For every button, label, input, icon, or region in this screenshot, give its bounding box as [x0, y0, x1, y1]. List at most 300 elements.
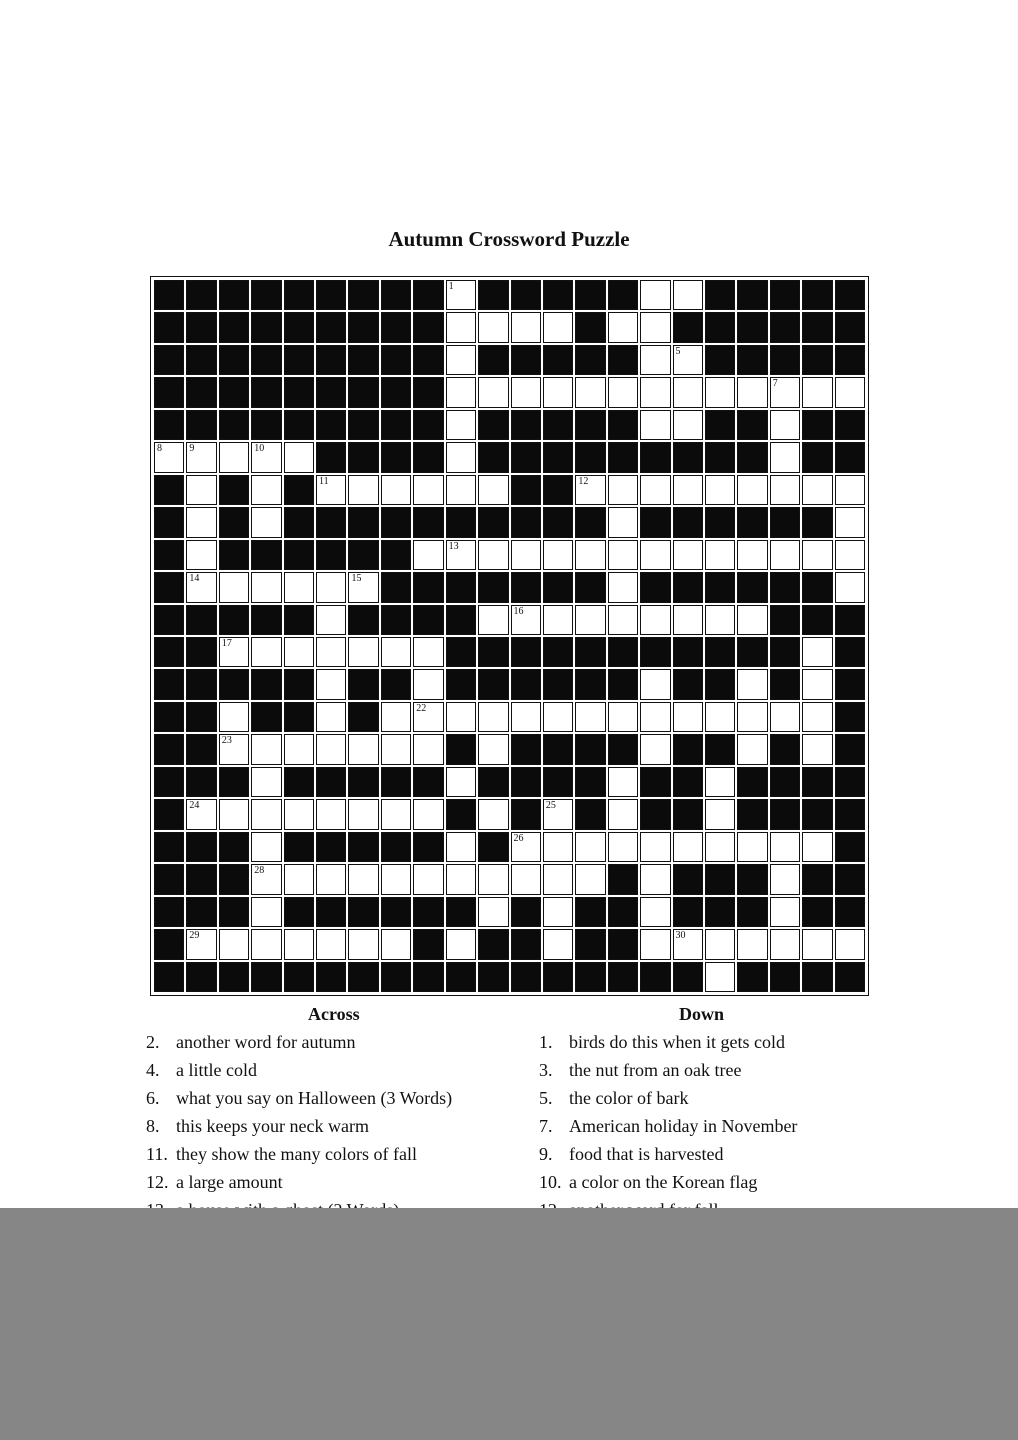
crossword-cell[interactable] [640, 312, 670, 342]
crossword-cell[interactable] [608, 312, 638, 342]
crossword-cell[interactable] [802, 637, 832, 667]
crossword-cell[interactable] [543, 799, 573, 829]
crossword-cell[interactable] [251, 572, 281, 602]
crossword-block [705, 669, 735, 699]
crossword-block [802, 605, 832, 635]
crossword-block [640, 799, 670, 829]
crossword-block [802, 442, 832, 472]
crossword-cell[interactable] [608, 702, 638, 732]
crossword-cell[interactable] [446, 702, 476, 732]
crossword-cell[interactable] [478, 540, 508, 570]
crossword-block [802, 345, 832, 375]
crossword-block [154, 669, 184, 699]
crossword-cell[interactable] [640, 605, 670, 635]
crossword-cell[interactable] [186, 475, 216, 505]
crossword-grid [153, 279, 866, 993]
crossword-block [835, 799, 865, 829]
crossword-cell[interactable] [446, 475, 476, 505]
crossword-cell[interactable] [673, 702, 703, 732]
crossword-cell[interactable] [640, 280, 670, 310]
crossword-block [705, 734, 735, 764]
crossword-cell[interactable] [835, 475, 865, 505]
crossword-cell[interactable] [802, 377, 832, 407]
crossword-cell[interactable] [316, 475, 346, 505]
crossword-block [154, 767, 184, 797]
crossword-cell[interactable] [770, 442, 800, 472]
crossword-cell[interactable] [284, 442, 314, 472]
crossword-cell[interactable] [219, 572, 249, 602]
crossword-cell[interactable] [413, 799, 443, 829]
crossword-block [381, 442, 411, 472]
crossword-cell[interactable] [835, 929, 865, 959]
crossword-cell[interactable] [413, 637, 443, 667]
crossword-cell[interactable] [219, 702, 249, 732]
crossword-block [575, 410, 605, 440]
crossword-cell[interactable] [316, 799, 346, 829]
clue-number: 14 [189, 573, 200, 585]
crossword-block [186, 410, 216, 440]
crossword-cell[interactable] [186, 799, 216, 829]
crossword-cell[interactable] [381, 475, 411, 505]
crossword-cell[interactable] [348, 864, 378, 894]
crossword-block [316, 410, 346, 440]
crossword-cell[interactable] [316, 605, 346, 635]
crossword-cell[interactable] [737, 540, 767, 570]
crossword-cell[interactable] [575, 832, 605, 862]
crossword-block [737, 345, 767, 375]
crossword-cell[interactable] [543, 540, 573, 570]
crossword-cell[interactable] [673, 280, 703, 310]
crossword-cell[interactable] [251, 637, 281, 667]
crossword-cell[interactable] [284, 864, 314, 894]
crossword-cell[interactable] [770, 864, 800, 894]
crossword-cell[interactable] [802, 669, 832, 699]
crossword-cell[interactable] [640, 410, 670, 440]
crossword-block [802, 962, 832, 992]
crossword-cell[interactable] [413, 669, 443, 699]
crossword-cell[interactable] [705, 767, 735, 797]
crossword-cell[interactable] [219, 442, 249, 472]
crossword-block [381, 767, 411, 797]
crossword-block [608, 669, 638, 699]
crossword-cell[interactable] [673, 605, 703, 635]
crossword-cell[interactable] [737, 734, 767, 764]
crossword-cell[interactable] [575, 864, 605, 894]
crossword-cell[interactable] [478, 475, 508, 505]
crossword-cell[interactable] [705, 702, 735, 732]
crossword-cell[interactable] [705, 377, 735, 407]
crossword-block [737, 897, 767, 927]
crossword-cell[interactable] [543, 929, 573, 959]
crossword-block [154, 702, 184, 732]
crossword-cell[interactable] [186, 442, 216, 472]
crossword-cell[interactable] [381, 702, 411, 732]
crossword-cell[interactable] [705, 540, 735, 570]
crossword-cell[interactable] [413, 702, 443, 732]
crossword-cell[interactable] [608, 475, 638, 505]
crossword-cell[interactable] [640, 345, 670, 375]
crossword-cell[interactable] [575, 540, 605, 570]
crossword-cell[interactable] [251, 475, 281, 505]
crossword-block [511, 345, 541, 375]
crossword-cell[interactable] [705, 605, 735, 635]
crossword-cell[interactable] [640, 864, 670, 894]
crossword-block [413, 442, 443, 472]
crossword-cell[interactable] [316, 864, 346, 894]
crossword-block [511, 280, 541, 310]
crossword-cell[interactable] [251, 864, 281, 894]
crossword-block [770, 605, 800, 635]
crossword-cell[interactable] [802, 702, 832, 732]
crossword-cell[interactable] [705, 475, 735, 505]
crossword-cell[interactable] [381, 637, 411, 667]
crossword-cell[interactable] [478, 605, 508, 635]
crossword-block [770, 280, 800, 310]
crossword-block [316, 345, 346, 375]
crossword-block [575, 734, 605, 764]
crossword-cell[interactable] [640, 377, 670, 407]
crossword-block [478, 767, 508, 797]
crossword-cell[interactable] [284, 572, 314, 602]
crossword-cell[interactable] [284, 799, 314, 829]
crossword-block [478, 962, 508, 992]
crossword-cell[interactable] [802, 832, 832, 862]
crossword-block [251, 962, 281, 992]
crossword-block [316, 442, 346, 472]
crossword-cell[interactable] [381, 799, 411, 829]
crossword-cell[interactable] [640, 929, 670, 959]
crossword-block [316, 832, 346, 862]
crossword-cell[interactable] [186, 572, 216, 602]
crossword-cell[interactable] [219, 734, 249, 764]
clue-num: 11. [146, 1144, 168, 1164]
crossword-cell[interactable] [770, 410, 800, 440]
crossword-block [219, 864, 249, 894]
crossword-cell[interactable] [511, 605, 541, 635]
clue-number: 25 [545, 800, 556, 812]
crossword-cell[interactable] [316, 702, 346, 732]
across-clue [146, 1086, 452, 1114]
crossword-cell[interactable] [640, 734, 670, 764]
crossword-block [705, 507, 735, 537]
crossword-cell[interactable] [770, 897, 800, 927]
crossword-cell[interactable] [737, 929, 767, 959]
crossword-cell[interactable] [511, 540, 541, 570]
crossword-block [186, 637, 216, 667]
crossword-block [154, 540, 184, 570]
crossword-block [575, 767, 605, 797]
crossword-block [251, 605, 281, 635]
crossword-block [446, 572, 476, 602]
clue-number: 23 [221, 735, 232, 747]
crossword-block [737, 442, 767, 472]
crossword-cell[interactable] [608, 799, 638, 829]
crossword-cell[interactable] [770, 702, 800, 732]
crossword-block [284, 377, 314, 407]
crossword-block [446, 507, 476, 537]
crossword-cell[interactable] [802, 929, 832, 959]
crossword-cell[interactable] [348, 734, 378, 764]
crossword-cell[interactable] [705, 799, 735, 829]
crossword-block [154, 280, 184, 310]
crossword-cell[interactable] [608, 377, 638, 407]
crossword-block [154, 734, 184, 764]
crossword-cell[interactable] [608, 507, 638, 537]
crossword-cell[interactable] [608, 767, 638, 797]
crossword-cell[interactable] [640, 897, 670, 927]
crossword-cell[interactable] [511, 832, 541, 862]
crossword-block [186, 605, 216, 635]
crossword-cell[interactable] [413, 540, 443, 570]
crossword-cell[interactable] [575, 605, 605, 635]
crossword-cell[interactable] [543, 864, 573, 894]
crossword-cell[interactable] [835, 540, 865, 570]
crossword-block [186, 280, 216, 310]
crossword-cell[interactable] [543, 605, 573, 635]
crossword-block [413, 410, 443, 440]
crossword-block [802, 799, 832, 829]
crossword-block [413, 897, 443, 927]
crossword-cell[interactable] [446, 312, 476, 342]
crossword-cell[interactable] [835, 377, 865, 407]
crossword-cell[interactable] [446, 280, 476, 310]
crossword-cell[interactable] [478, 799, 508, 829]
crossword-cell[interactable] [316, 637, 346, 667]
crossword-cell[interactable] [608, 605, 638, 635]
crossword-cell[interactable] [543, 377, 573, 407]
crossword-cell[interactable] [478, 312, 508, 342]
crossword-cell[interactable] [575, 702, 605, 732]
crossword-cell[interactable] [673, 345, 703, 375]
crossword-block [186, 377, 216, 407]
crossword-cell[interactable] [737, 832, 767, 862]
crossword-cell[interactable] [381, 734, 411, 764]
crossword-cell[interactable] [640, 832, 670, 862]
crossword-cell[interactable] [770, 540, 800, 570]
crossword-block [446, 799, 476, 829]
crossword-cell[interactable] [413, 734, 443, 764]
crossword-cell[interactable] [543, 702, 573, 732]
clue-number: 5 [675, 345, 681, 357]
crossword-cell[interactable] [705, 832, 735, 862]
crossword-cell[interactable] [446, 929, 476, 959]
crossword-block [348, 507, 378, 537]
crossword-cell[interactable] [446, 410, 476, 440]
crossword-cell[interactable] [640, 669, 670, 699]
crossword-block [413, 929, 443, 959]
crossword-block [219, 605, 249, 635]
crossword-block [219, 410, 249, 440]
crossword-block [770, 312, 800, 342]
crossword-cell[interactable] [737, 475, 767, 505]
crossword-cell[interactable] [186, 540, 216, 570]
crossword-block [575, 962, 605, 992]
crossword-cell[interactable] [511, 312, 541, 342]
crossword-cell[interactable] [770, 475, 800, 505]
crossword-cell[interactable] [348, 799, 378, 829]
crossword-cell[interactable] [640, 540, 670, 570]
crossword-block [478, 345, 508, 375]
crossword-cell[interactable] [316, 929, 346, 959]
crossword-block [413, 377, 443, 407]
crossword-cell[interactable] [737, 377, 767, 407]
crossword-cell[interactable] [835, 572, 865, 602]
crossword-block [835, 312, 865, 342]
crossword-block [284, 897, 314, 927]
crossword-cell[interactable] [251, 929, 281, 959]
crossword-cell[interactable] [543, 897, 573, 927]
clue-text: they show the many colors of fall [176, 1144, 417, 1164]
crossword-cell[interactable] [251, 832, 281, 862]
crossword-cell[interactable] [348, 929, 378, 959]
crossword-block [154, 832, 184, 862]
crossword-cell[interactable] [543, 312, 573, 342]
crossword-cell[interactable] [543, 832, 573, 862]
crossword-block [575, 637, 605, 667]
crossword-cell[interactable] [316, 669, 346, 699]
clue-text: American holiday in November [569, 1116, 798, 1136]
across-clue-list [146, 1030, 452, 1226]
crossword-cell[interactable] [478, 864, 508, 894]
crossword-block [316, 377, 346, 407]
crossword-cell[interactable] [705, 962, 735, 992]
crossword-cell[interactable] [511, 377, 541, 407]
crossword-cell[interactable] [251, 442, 281, 472]
crossword-block [737, 637, 767, 667]
crossword-cell[interactable] [673, 832, 703, 862]
crossword-cell[interactable] [446, 540, 476, 570]
down-clue [539, 1114, 797, 1142]
crossword-cell[interactable] [802, 475, 832, 505]
crossword-cell[interactable] [770, 929, 800, 959]
crossword-cell[interactable] [186, 929, 216, 959]
crossword-cell[interactable] [316, 734, 346, 764]
crossword-block [413, 767, 443, 797]
crossword-block [673, 572, 703, 602]
across-clue [146, 1142, 452, 1170]
crossword-cell[interactable] [478, 734, 508, 764]
crossword-cell[interactable] [640, 475, 670, 505]
crossword-block [737, 962, 767, 992]
crossword-cell[interactable] [737, 669, 767, 699]
crossword-cell[interactable] [284, 637, 314, 667]
crossword-cell[interactable] [640, 702, 670, 732]
crossword-cell[interactable] [348, 637, 378, 667]
crossword-cell[interactable] [186, 507, 216, 537]
crossword-cell[interactable] [219, 637, 249, 667]
crossword-block [608, 864, 638, 894]
across-heading: Across [308, 1004, 360, 1024]
clue-text: this keeps your neck warm [176, 1116, 369, 1136]
across-clue [146, 1030, 452, 1058]
crossword-cell[interactable] [413, 864, 443, 894]
crossword-block [543, 767, 573, 797]
crossword-cell[interactable] [770, 832, 800, 862]
crossword-cell[interactable] [251, 799, 281, 829]
crossword-cell[interactable] [608, 572, 638, 602]
crossword-block [186, 312, 216, 342]
crossword-cell[interactable] [446, 377, 476, 407]
crossword-cell[interactable] [608, 540, 638, 570]
crossword-cell[interactable] [251, 734, 281, 764]
crossword-cell[interactable] [608, 832, 638, 862]
crossword-block [511, 734, 541, 764]
clue-num: 12. [146, 1172, 169, 1192]
crossword-cell[interactable] [575, 475, 605, 505]
crossword-block [511, 929, 541, 959]
crossword-cell[interactable] [284, 929, 314, 959]
crossword-cell[interactable] [673, 475, 703, 505]
crossword-cell[interactable] [446, 442, 476, 472]
crossword-cell[interactable] [219, 799, 249, 829]
crossword-cell[interactable] [737, 605, 767, 635]
crossword-cell[interactable] [835, 507, 865, 537]
crossword-cell[interactable] [413, 475, 443, 505]
crossword-cell[interactable] [348, 572, 378, 602]
crossword-cell[interactable] [348, 475, 378, 505]
clue-number: 11 [319, 475, 329, 487]
crossword-cell[interactable] [446, 345, 476, 375]
crossword-cell[interactable] [673, 410, 703, 440]
crossword-cell[interactable] [478, 897, 508, 927]
crossword-cell[interactable] [446, 864, 476, 894]
crossword-frame [150, 276, 869, 996]
crossword-block [316, 280, 346, 310]
clue-num: 10. [539, 1172, 562, 1192]
crossword-block [154, 605, 184, 635]
crossword-cell[interactable] [284, 734, 314, 764]
crossword-cell[interactable] [770, 377, 800, 407]
crossword-cell[interactable] [673, 540, 703, 570]
crossword-cell[interactable] [251, 767, 281, 797]
crossword-block [381, 897, 411, 927]
clue-number: 22 [416, 702, 427, 714]
clue-number: 12 [578, 475, 589, 487]
crossword-cell[interactable] [316, 572, 346, 602]
crossword-cell[interactable] [381, 929, 411, 959]
crossword-cell[interactable] [219, 929, 249, 959]
crossword-cell[interactable] [154, 442, 184, 472]
crossword-block [251, 345, 281, 375]
crossword-block [219, 312, 249, 342]
crossword-cell[interactable] [478, 377, 508, 407]
crossword-cell[interactable] [673, 929, 703, 959]
crossword-block [219, 280, 249, 310]
crossword-block [284, 962, 314, 992]
crossword-cell[interactable] [251, 507, 281, 537]
crossword-cell[interactable] [511, 702, 541, 732]
crossword-cell[interactable] [575, 377, 605, 407]
crossword-cell[interactable] [446, 767, 476, 797]
crossword-cell[interactable] [673, 377, 703, 407]
crossword-cell[interactable] [251, 897, 281, 927]
crossword-cell[interactable] [705, 929, 735, 959]
crossword-cell[interactable] [802, 734, 832, 764]
crossword-cell[interactable] [381, 864, 411, 894]
across-clue [146, 1058, 452, 1086]
crossword-block [543, 637, 573, 667]
crossword-cell[interactable] [737, 702, 767, 732]
crossword-block [154, 799, 184, 829]
crossword-block [219, 767, 249, 797]
crossword-block [478, 442, 508, 472]
crossword-block [835, 410, 865, 440]
crossword-cell[interactable] [478, 702, 508, 732]
crossword-cell[interactable] [446, 832, 476, 862]
crossword-cell[interactable] [802, 540, 832, 570]
crossword-cell[interactable] [511, 864, 541, 894]
crossword-block [446, 897, 476, 927]
